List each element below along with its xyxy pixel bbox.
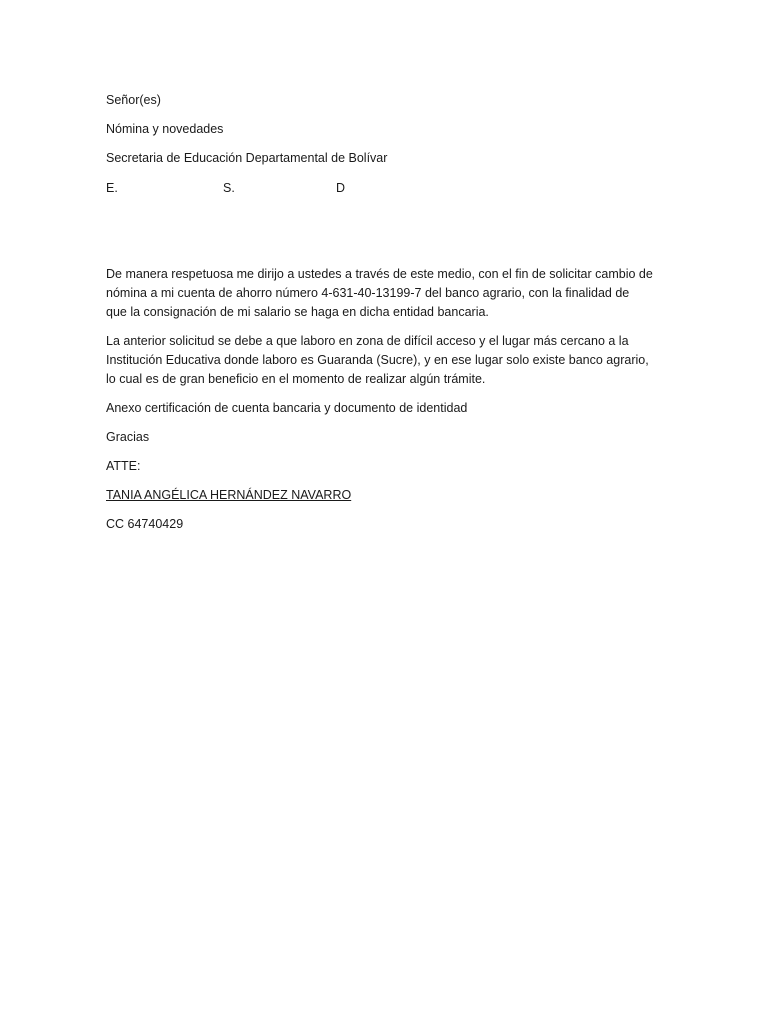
- paragraph-line: La anterior solicitud se debe a que laboro en zona de difícil acceso y el lugar más cercano a la: [106, 334, 629, 348]
- esd-d: D: [336, 181, 346, 195]
- recipient-entity: Secretaria de Educación Departamental de Bolívar: [106, 151, 388, 165]
- thanks-line: Gracias: [106, 430, 150, 444]
- paragraph-reason: [106, 332, 666, 389]
- esd-s: S.: [223, 181, 235, 195]
- closing-line: ATTE:: [106, 459, 141, 473]
- paragraph-request: [106, 265, 666, 322]
- recipient-department: Nómina y novedades: [106, 122, 224, 136]
- signer-id: CC 64740429: [106, 517, 184, 531]
- paragraph-line: que la consignación de mi salario se haga en dicha entidad bancaria.: [106, 305, 489, 319]
- annex-line: Anexo certificación de cuenta bancaria y documento de identidad: [106, 401, 468, 415]
- signer-name: TANIA ANGÉLICA HERNÁNDEZ NAVARRO: [106, 488, 352, 502]
- paragraph-line: lo cual es de gran beneficio en el momento de realizar algún trámite.: [106, 372, 486, 386]
- paragraph-line: nómina a mi cuenta de ahorro número 4-631-40-13199-7 del banco agrario, con la finalidad de: [106, 286, 630, 300]
- esd-line: [106, 179, 406, 198]
- esd-e: E.: [106, 181, 118, 195]
- salutation: Señor(es): [106, 93, 161, 107]
- paragraph-line: Institución Educativa donde laboro es Guaranda (Sucre), y en ese lugar solo existe banco agrario,: [106, 353, 649, 367]
- paragraph-line: De manera respetuosa me dirijo a ustedes a través de este medio, con el fin de solicitar cambio de: [106, 267, 653, 281]
